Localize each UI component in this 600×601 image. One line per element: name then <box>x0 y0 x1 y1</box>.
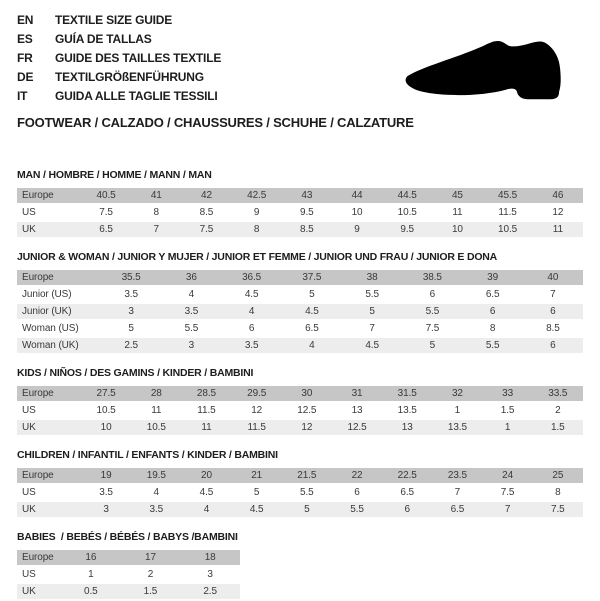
row-label: US <box>17 403 81 420</box>
language-label: TEXTILGRÖßENFÜHRUNG <box>55 70 204 84</box>
table-row <box>17 502 583 519</box>
size-value: 2 <box>533 403 583 420</box>
size-value: 10 <box>432 222 482 239</box>
size-value: 11.5 <box>232 420 282 437</box>
row-label: UK <box>17 420 81 437</box>
size-value: 3 <box>180 567 240 584</box>
section-title: BABIES / BEBÉS / BÉBÉS / BABYS /BAMBINI <box>17 531 238 543</box>
row-label: US <box>17 567 61 584</box>
size-value: 19 <box>81 468 131 485</box>
size-value: 4 <box>131 485 181 502</box>
size-value: 3 <box>101 304 161 321</box>
size-value: 13.5 <box>382 403 432 420</box>
size-value: 1.5 <box>121 584 181 601</box>
size-value: 25 <box>533 468 583 485</box>
row-label: Europe <box>17 386 81 403</box>
size-value: 8 <box>463 321 523 338</box>
size-value: 6 <box>222 321 282 338</box>
size-value: 6.5 <box>81 222 131 239</box>
size-value: 5.5 <box>332 502 382 519</box>
size-value: 3 <box>161 338 221 355</box>
row-label: US <box>17 485 81 502</box>
size-value: 10.5 <box>131 420 181 437</box>
size-value: 3 <box>81 502 131 519</box>
row-label: US <box>17 205 81 222</box>
row-label: UK <box>17 584 61 601</box>
table-row <box>17 567 240 584</box>
size-value: 12.5 <box>332 420 382 437</box>
size-value: 8.5 <box>523 321 583 338</box>
size-value: 2.5 <box>180 584 240 601</box>
size-value: 9 <box>332 222 382 239</box>
size-value: 22.5 <box>382 468 432 485</box>
size-value: 7 <box>432 485 482 502</box>
dress-shoe-silhouette <box>394 22 586 114</box>
size-section <box>17 449 583 519</box>
size-value: 1 <box>483 420 533 437</box>
size-value: 12 <box>282 420 332 437</box>
size-value: 2.5 <box>101 338 161 355</box>
language-code: FR <box>17 51 33 65</box>
size-value: 6 <box>523 304 583 321</box>
table-row <box>17 287 583 304</box>
size-value: 5.5 <box>161 321 221 338</box>
table-row <box>17 270 583 287</box>
size-section <box>17 367 583 437</box>
row-label: Junior (US) <box>17 287 101 304</box>
size-value: 7.5 <box>81 205 131 222</box>
size-value: 44.5 <box>382 188 432 205</box>
size-value: 28 <box>131 386 181 403</box>
size-table <box>17 550 240 601</box>
size-value: 33 <box>483 386 533 403</box>
table-row <box>17 304 583 321</box>
row-label: Woman (UK) <box>17 338 101 355</box>
size-value: 20 <box>181 468 231 485</box>
size-value: 43 <box>282 188 332 205</box>
table-row <box>17 550 240 567</box>
size-section <box>17 169 583 239</box>
size-section <box>17 251 583 355</box>
size-value: 9.5 <box>382 222 432 239</box>
size-value: 19.5 <box>131 468 181 485</box>
size-table <box>17 468 583 519</box>
size-value: 10.5 <box>81 403 131 420</box>
size-value: 1.5 <box>533 420 583 437</box>
size-value: 4 <box>282 338 342 355</box>
size-value: 8.5 <box>282 222 332 239</box>
size-value: 5 <box>101 321 161 338</box>
language-label: TEXTILE SIZE GUIDE <box>55 13 173 27</box>
section-title: MAN / HOMBRE / HOMME / MANN / MAN <box>17 169 212 181</box>
size-value: 3.5 <box>131 502 181 519</box>
size-value: 38.5 <box>402 270 462 287</box>
size-value: 6 <box>332 485 382 502</box>
size-value: 9 <box>232 205 282 222</box>
size-value: 31 <box>332 386 382 403</box>
size-value: 30 <box>282 386 332 403</box>
size-value: 7.5 <box>402 321 462 338</box>
size-value: 45.5 <box>483 188 533 205</box>
size-value: 23.5 <box>432 468 482 485</box>
size-value: 11.5 <box>483 205 533 222</box>
size-value: 6 <box>382 502 432 519</box>
size-value: 32 <box>432 386 482 403</box>
size-value: 13 <box>382 420 432 437</box>
size-value: 3.5 <box>222 338 282 355</box>
row-label: Europe <box>17 550 61 567</box>
size-value: 46 <box>533 188 583 205</box>
table-row <box>17 386 583 403</box>
size-value: 27.5 <box>81 386 131 403</box>
size-value: 40 <box>523 270 583 287</box>
size-value: 5.5 <box>463 338 523 355</box>
size-value: 11.5 <box>181 403 231 420</box>
size-value: 8 <box>232 222 282 239</box>
size-value: 4 <box>222 304 282 321</box>
table-row <box>17 188 583 205</box>
table-row <box>17 222 583 239</box>
size-table <box>17 188 583 239</box>
size-value: 11 <box>181 420 231 437</box>
table-row <box>17 403 583 420</box>
table-row <box>17 584 240 601</box>
size-value: 44 <box>332 188 382 205</box>
size-value: 4.5 <box>181 485 231 502</box>
row-label: Europe <box>17 270 101 287</box>
size-table <box>17 386 583 437</box>
size-value: 36.5 <box>222 270 282 287</box>
size-value: 7.5 <box>181 222 231 239</box>
size-value: 5 <box>282 502 332 519</box>
language-label: GUÍA DE TALLAS <box>55 32 152 46</box>
size-value: 8 <box>533 485 583 502</box>
language-code: ES <box>17 32 33 46</box>
language-code: DE <box>17 70 34 84</box>
size-value: 6.5 <box>382 485 432 502</box>
size-value: 9.5 <box>282 205 332 222</box>
row-label: Europe <box>17 468 81 485</box>
size-value: 5 <box>282 287 342 304</box>
size-value: 11 <box>432 205 482 222</box>
size-value: 6 <box>402 287 462 304</box>
size-value: 5 <box>232 485 282 502</box>
table-row <box>17 468 583 485</box>
table-row <box>17 420 583 437</box>
size-value: 39 <box>463 270 523 287</box>
size-value: 8.5 <box>181 205 231 222</box>
size-value: 33.5 <box>533 386 583 403</box>
size-value: 3.5 <box>101 287 161 304</box>
size-value: 4 <box>161 287 221 304</box>
size-value: 16 <box>61 550 121 567</box>
size-value: 42.5 <box>232 188 282 205</box>
size-value: 18 <box>180 550 240 567</box>
size-value: 4.5 <box>232 502 282 519</box>
size-value: 7 <box>342 321 402 338</box>
language-label: GUIDA ALLE TAGLIE TESSILI <box>55 89 218 103</box>
size-value: 11 <box>533 222 583 239</box>
size-value: 10.5 <box>483 222 533 239</box>
size-value: 6.5 <box>432 502 482 519</box>
size-value: 12 <box>533 205 583 222</box>
size-table <box>17 270 583 355</box>
size-value: 13.5 <box>432 420 482 437</box>
size-value: 5 <box>342 304 402 321</box>
size-value: 4.5 <box>222 287 282 304</box>
language-label: GUIDE DES TAILLES TEXTILE <box>55 51 222 65</box>
size-value: 3.5 <box>161 304 221 321</box>
size-value: 11 <box>131 403 181 420</box>
size-value: 7 <box>523 287 583 304</box>
section-title: JUNIOR & WOMAN / JUNIOR Y MUJER / JUNIOR ET FEMME / JUNIOR UND FRAU / JUNIOR E DONA <box>17 251 498 263</box>
size-value: 4.5 <box>282 304 342 321</box>
section-title: KIDS / NIÑOS / DES GAMINS / KINDER / BAMBINI <box>17 367 254 379</box>
section-title: CHILDREN / INFANTIL / ENFANTS / KINDER / BAMBINI <box>17 449 278 461</box>
size-value: 6 <box>463 304 523 321</box>
size-value: 35.5 <box>101 270 161 287</box>
size-value: 7.5 <box>483 485 533 502</box>
row-label: Europe <box>17 188 81 205</box>
table-row <box>17 338 583 355</box>
size-value: 22 <box>332 468 382 485</box>
size-value: 0.5 <box>61 584 121 601</box>
size-value: 21.5 <box>282 468 332 485</box>
size-value: 10 <box>81 420 131 437</box>
size-value: 10 <box>332 205 382 222</box>
size-value: 4 <box>181 502 231 519</box>
shoe-icon <box>394 22 586 114</box>
language-code: IT <box>17 89 28 103</box>
size-value: 1 <box>432 403 482 420</box>
row-label: Junior (UK) <box>17 304 101 321</box>
size-value: 6.5 <box>282 321 342 338</box>
size-value: 12 <box>232 403 282 420</box>
size-value: 8 <box>131 205 181 222</box>
size-tables <box>17 169 583 601</box>
size-value: 2 <box>121 567 181 584</box>
size-value: 21 <box>232 468 282 485</box>
size-value: 13 <box>332 403 382 420</box>
size-value: 40.5 <box>81 188 131 205</box>
size-value: 5.5 <box>342 287 402 304</box>
size-value: 31.5 <box>382 386 432 403</box>
table-row <box>17 205 583 222</box>
size-value: 37.5 <box>282 270 342 287</box>
language-code: EN <box>17 13 34 27</box>
size-value: 10.5 <box>382 205 432 222</box>
size-value: 28.5 <box>181 386 231 403</box>
size-value: 7.5 <box>533 502 583 519</box>
size-value: 29.5 <box>232 386 282 403</box>
size-value: 17 <box>121 550 181 567</box>
size-value: 36 <box>161 270 221 287</box>
size-value: 5.5 <box>282 485 332 502</box>
table-row <box>17 485 583 502</box>
size-value: 7 <box>483 502 533 519</box>
size-section <box>17 531 583 601</box>
size-value: 3.5 <box>81 485 131 502</box>
size-value: 5.5 <box>402 304 462 321</box>
category-title: FOOTWEAR / CALZADO / CHAUSSURES / SCHUHE / CALZATURE <box>17 115 414 130</box>
size-value: 4.5 <box>342 338 402 355</box>
size-value: 6 <box>523 338 583 355</box>
size-value: 6.5 <box>463 287 523 304</box>
row-label: UK <box>17 222 81 239</box>
row-label: Woman (US) <box>17 321 101 338</box>
size-value: 45 <box>432 188 482 205</box>
size-value: 42 <box>181 188 231 205</box>
size-value: 38 <box>342 270 402 287</box>
size-value: 12.5 <box>282 403 332 420</box>
size-value: 41 <box>131 188 181 205</box>
size-value: 1.5 <box>483 403 533 420</box>
size-value: 24 <box>483 468 533 485</box>
size-value: 1 <box>61 567 121 584</box>
size-value: 5 <box>402 338 462 355</box>
table-row <box>17 321 583 338</box>
size-value: 7 <box>131 222 181 239</box>
row-label: UK <box>17 502 81 519</box>
